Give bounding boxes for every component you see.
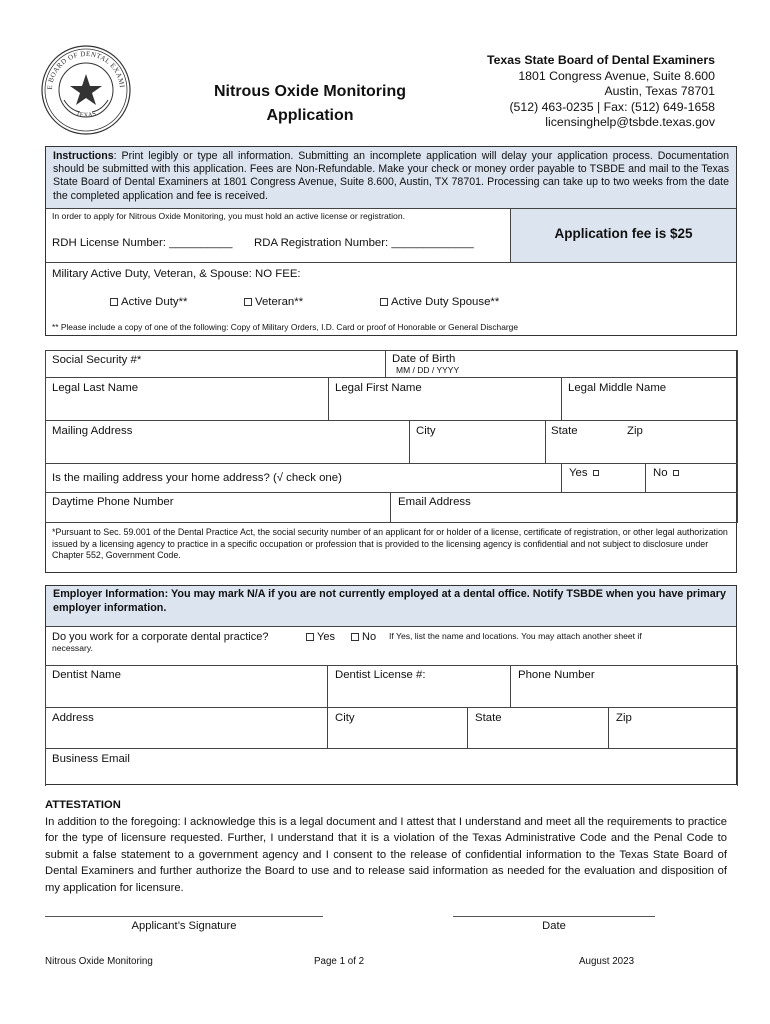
active-duty-label: Active Duty**	[121, 296, 188, 308]
rdh-license-field[interactable]: RDH License Number: __________	[52, 237, 233, 249]
state-seal-logo	[40, 44, 132, 136]
employer-city-cell[interactable]	[327, 707, 468, 749]
dentist-license-label: Dentist License #:	[335, 669, 426, 681]
home-address-question: Is the mailing address your home address? (√ check one)	[52, 472, 342, 484]
business-email-label: Business Email	[52, 753, 130, 765]
active-duty-checkbox[interactable]	[110, 298, 118, 306]
active-duty-option[interactable]	[108, 295, 187, 309]
instructions-text	[53, 150, 729, 203]
corporate-practice-row	[46, 627, 736, 666]
mailing-address-label: Mailing Address	[52, 425, 133, 437]
corporate-yes-label: Yes	[317, 631, 335, 643]
dentist-name-cell[interactable]	[45, 665, 328, 708]
corporate-practice-question: Do you work for a corporate dental practice?	[52, 631, 269, 643]
state-label: State	[551, 425, 578, 437]
corporate-yes-option[interactable]	[304, 630, 335, 644]
dob-cell[interactable]	[385, 350, 738, 378]
date-line[interactable]	[453, 916, 655, 917]
attestation-heading: ATTESTATION	[45, 799, 121, 811]
mailing-address-cell[interactable]	[45, 420, 410, 464]
phone-cell[interactable]	[45, 492, 391, 523]
email-label: Email Address	[398, 496, 471, 508]
state-cell[interactable]	[545, 420, 621, 464]
employer-state-cell[interactable]	[467, 707, 609, 749]
dentist-name-label: Dentist Name	[52, 669, 122, 681]
active-duty-spouse-option[interactable]	[378, 295, 499, 309]
employer-phone-cell[interactable]	[510, 665, 738, 708]
last-name-cell[interactable]	[45, 377, 329, 421]
veteran-checkbox[interactable]	[244, 298, 252, 306]
document-title	[170, 80, 450, 128]
dentist-license-cell[interactable]	[327, 665, 511, 708]
signature-line[interactable]	[45, 916, 323, 917]
veteran-label: Veteran**	[255, 296, 304, 308]
ssn-cell[interactable]	[45, 350, 386, 378]
seal-ring-text-top: E BOARD OF DENTAL EXAMI	[45, 49, 126, 90]
svg-text:STATE BOARD OF DENTAL EXAMINER	[40, 44, 126, 90]
footer-page-number: Page 1 of 2	[314, 956, 365, 967]
active-duty-spouse-checkbox[interactable]	[380, 298, 388, 306]
agency-email: licensinghelp@tsbde.texas.gov	[545, 115, 715, 129]
seal-ring-text-bottom: TEXAS	[75, 110, 97, 120]
home-no-checkbox[interactable]	[673, 470, 679, 476]
dob-label: Date of Birth	[392, 353, 456, 365]
license-requirement-note: In order to apply for Nitrous Oxide Monitoring, you must hold an active license or registration.	[52, 211, 405, 221]
corporate-yes-checkbox[interactable]	[306, 633, 314, 641]
date-label: Date	[542, 920, 566, 932]
employer-heading-section	[46, 586, 736, 627]
phone-label: Daytime Phone Number	[52, 496, 174, 508]
employer-city-label: City	[335, 712, 355, 724]
veteran-option[interactable]	[242, 295, 303, 309]
instructions-section	[46, 147, 736, 209]
employer-address-cell[interactable]	[45, 707, 328, 749]
ssn-label: Social Security #*	[52, 354, 142, 366]
application-fee-text: Application fee is $25	[554, 226, 693, 241]
license-numbers-section	[46, 209, 511, 263]
active-duty-spouse-label: Active Duty Spouse**	[391, 296, 500, 308]
instructions-license-block	[45, 146, 737, 336]
first-name-cell[interactable]	[328, 377, 562, 421]
agency-name: Texas State Board of Dental Examiners	[486, 53, 715, 67]
instructions-label: Instructions	[53, 150, 114, 162]
agency-address-2: Austin, Texas 78701	[604, 84, 715, 98]
footer-form-name: Nitrous Oxide Monitoring	[45, 956, 153, 967]
dob-format: MM / DD / YYYY	[396, 365, 460, 375]
agency-contact-block	[487, 53, 715, 131]
corporate-no-checkbox[interactable]	[351, 633, 359, 641]
corporate-no-option[interactable]	[349, 630, 376, 644]
agency-address-1: 1801 Congress Avenue, Suite 8.600	[518, 68, 715, 83]
employer-state-label: State	[475, 712, 502, 724]
home-yes-option[interactable]	[569, 466, 602, 480]
fee-section	[511, 209, 736, 263]
last-name-label: Legal Last Name	[52, 382, 139, 394]
business-email-cell[interactable]	[45, 748, 738, 786]
employer-heading: Employer Information: You may mark N/A if you are not currently employed at a dental office. Notify TSBDE when you have primary employer information.	[53, 588, 726, 614]
title-line-1: Nitrous Oxide Monitoring	[214, 83, 406, 100]
employer-information-block	[45, 585, 737, 785]
employer-address-label: Address	[52, 712, 94, 724]
first-name-label: Legal First Name	[335, 382, 422, 394]
corporate-note: If Yes, list the name and locations. You may attach another sheet if	[389, 631, 642, 641]
attestation-text: In addition to the foregoing: I acknowledge this is a legal document and I attest that I understand and meet all the requirements to practice for the type of licensure requested. Further, I understand that it is a violation of the Texas Administrative Code and the Penal Code to submit a false statement to a government agency and I consent to the release of confidential information to the Texas State Board of Dental Examiners and further authorize the Board to use and to release said information as needed for the evaluation and disposition of my application for licensure.	[45, 815, 727, 894]
title-line-2: Application	[266, 107, 354, 124]
footer-date: August 2023	[579, 956, 635, 967]
home-yes-cell[interactable]	[561, 463, 646, 493]
home-address-question-cell	[45, 463, 562, 493]
employer-phone-label: Phone Number	[518, 669, 595, 681]
city-label: City	[416, 425, 436, 437]
home-no-label: No	[653, 467, 668, 479]
city-cell[interactable]	[409, 420, 546, 464]
ssn-confidentiality-note: *Pursuant to Sec. 59.001 of the Dental Practice Act, the social security number of an applicant for or holder of a license, certificate of registration, or other legal authorization issued by a licensing agency to practice in a specific occupation or profession that is provided to the licensing agency is confidential and not subject to disclosure under Chapter 552, Government Code.	[52, 527, 728, 561]
employer-zip-cell[interactable]	[608, 707, 738, 749]
military-footnote: ** Please include a copy of one of the following: Copy of Military Orders, I.D. Card or proof of Honorable or General Discharge	[52, 322, 518, 332]
zip-label: Zip	[627, 425, 643, 437]
rda-registration-field[interactable]: RDA Registration Number: _____________	[254, 237, 474, 249]
instructions-body: : Print legibly or type all information. Submitting an incomplete application will delay your application process. Documentation should be submitted with this application. Fees are Non-Refundable. Make your check or money order payable to TSBDE and mail to the Texas State Board of Dental Examiners at 1801 Congress Avenue, Suite 8.600, Austin, TX 78701. Processing can take up to two weeks from the date the completed application and fee is received.	[53, 150, 729, 202]
home-yes-label: Yes	[569, 467, 588, 479]
attestation-section	[45, 797, 727, 896]
signature-label: Applicant’s Signature	[131, 920, 237, 932]
middle-name-label: Legal Middle Name	[568, 382, 667, 394]
home-no-option[interactable]	[653, 466, 682, 480]
employer-zip-label: Zip	[616, 712, 632, 724]
corporate-note-continued: necessary.	[52, 643, 93, 653]
middle-name-cell[interactable]	[561, 377, 738, 421]
zip-cell[interactable]	[620, 420, 738, 464]
agency-phone-fax: (512) 463-0235 | Fax: (512) 649-1658	[509, 99, 715, 114]
personal-information-block	[45, 350, 737, 573]
email-cell[interactable]	[390, 492, 738, 523]
military-heading: Military Active Duty, Veteran, & Spouse: NO FEE:	[52, 268, 301, 280]
corporate-no-label: No	[362, 631, 377, 643]
home-no-cell[interactable]	[645, 463, 738, 493]
home-yes-checkbox[interactable]	[593, 470, 599, 476]
